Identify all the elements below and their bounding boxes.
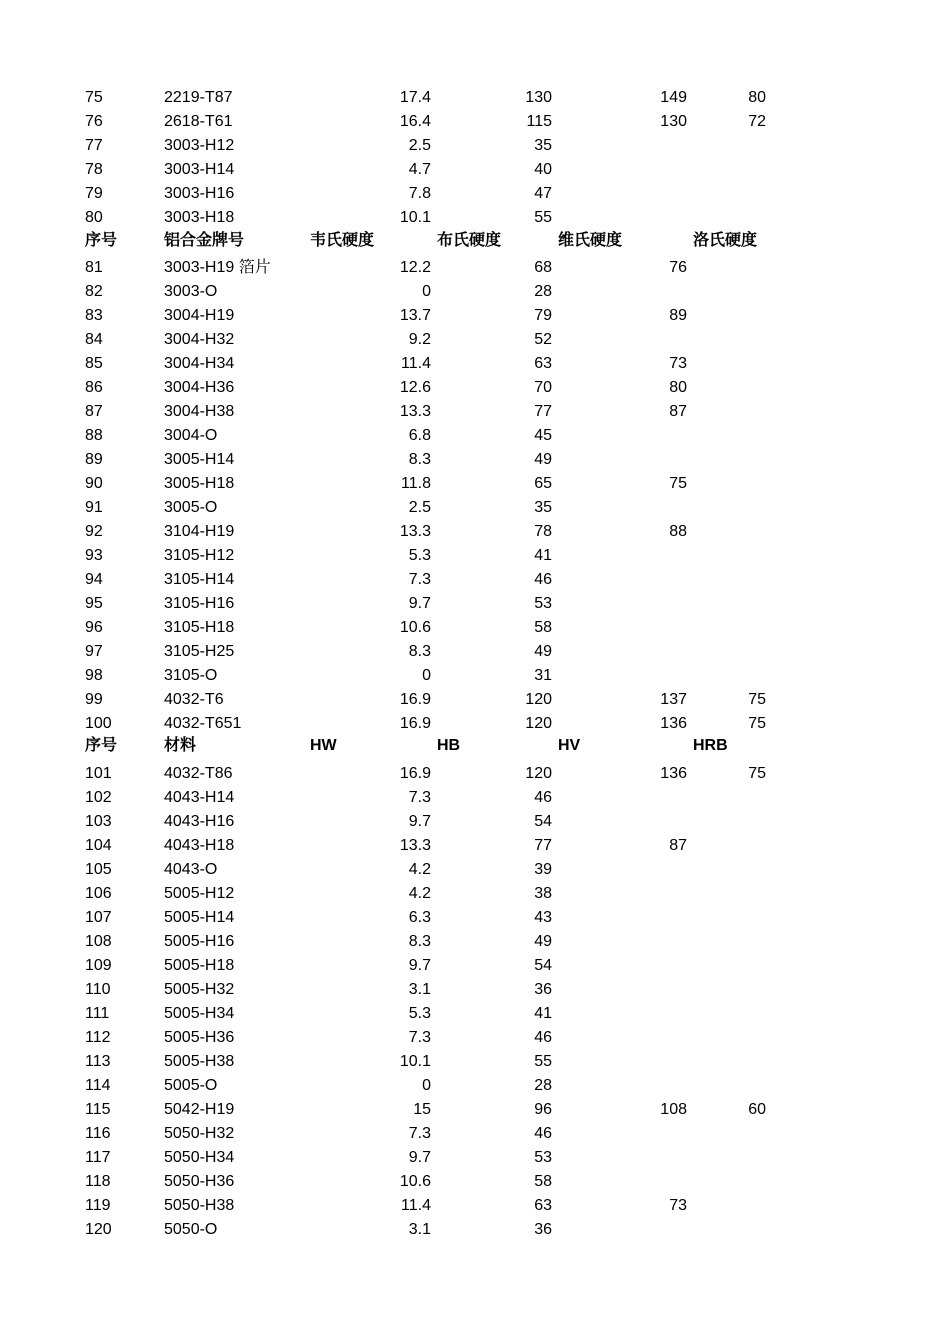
hw-cell: 4.2	[408, 861, 431, 878]
hardness-table	[0, 86, 950, 1242]
index-cell: 116	[85, 1125, 111, 1142]
hv-cell: 136	[660, 765, 687, 782]
header-hv: 维氏硬度	[558, 230, 623, 249]
hv-cell: 130	[660, 113, 687, 130]
hv-cell: 76	[669, 259, 687, 276]
hb-cell: 77	[534, 403, 552, 420]
table-row	[0, 1194, 950, 1218]
hw-cell: 0	[422, 1077, 431, 1094]
hw-cell: 9.2	[408, 331, 431, 348]
table-row	[0, 1122, 950, 1146]
hrb-cell: 60	[748, 1101, 766, 1118]
table-row	[0, 1026, 950, 1050]
index-cell: 120	[85, 1221, 112, 1238]
table-row	[0, 1074, 950, 1098]
alloy-cell: 3105-H18	[164, 619, 235, 636]
hb-cell: 49	[534, 643, 552, 660]
hb-cell: 49	[534, 451, 552, 468]
table-row	[0, 1146, 950, 1170]
hv-cell: 73	[669, 1197, 687, 1214]
header-hb: HB	[437, 737, 461, 754]
hb-cell: 28	[534, 1077, 552, 1094]
hw-cell: 13.3	[399, 837, 431, 854]
index-cell: 81	[85, 259, 103, 276]
hb-cell: 35	[534, 137, 552, 154]
index-cell: 98	[85, 667, 103, 684]
header-row	[0, 230, 950, 256]
alloy-cell: 3005-O	[164, 499, 218, 516]
index-cell: 102	[85, 789, 112, 806]
hb-cell: 47	[534, 185, 552, 202]
alloy-cell: 3004-H19	[164, 307, 235, 324]
index-cell: 100	[85, 715, 112, 732]
alloy-cell: 3003-O	[164, 283, 218, 300]
hb-cell: 38	[534, 885, 552, 902]
hw-cell: 17.4	[399, 89, 431, 106]
index-cell: 79	[85, 185, 103, 202]
hb-cell: 58	[534, 619, 552, 636]
index-cell: 106	[85, 885, 112, 902]
alloy-cell: 4043-H18	[164, 837, 235, 854]
hv-cell: 75	[669, 475, 687, 492]
index-cell: 82	[85, 283, 103, 300]
hw-cell: 11.8	[401, 475, 431, 492]
hv-cell: 108	[660, 1101, 687, 1118]
hb-cell: 43	[534, 909, 552, 926]
index-cell: 77	[85, 137, 103, 154]
hw-cell: 0	[422, 283, 431, 300]
hb-cell: 41	[534, 547, 552, 564]
index-cell: 83	[85, 307, 103, 324]
index-cell: 76	[85, 113, 103, 130]
table-row	[0, 472, 950, 496]
alloy-cell: 4032-T651	[164, 715, 242, 732]
alloy-cell: 3005-H18	[164, 475, 235, 492]
table-row	[0, 712, 950, 736]
hv-cell: 137	[660, 691, 687, 708]
hb-cell: 31	[534, 667, 552, 684]
hw-cell: 6.8	[408, 427, 431, 444]
hw-cell: 8.3	[408, 933, 431, 950]
table-row	[0, 1002, 950, 1026]
alloy-cell: 5005-O	[164, 1077, 218, 1094]
header-hw: 韦氏硬度	[310, 230, 375, 249]
hb-cell: 46	[534, 789, 552, 806]
index-cell: 105	[85, 861, 112, 878]
table-row	[0, 496, 950, 520]
table-row	[0, 400, 950, 424]
hw-cell: 6.3	[408, 909, 431, 926]
hb-cell: 53	[534, 595, 552, 612]
index-cell: 91	[85, 499, 103, 516]
alloy-cell: 3003-H16	[164, 185, 235, 202]
index-cell: 86	[85, 379, 103, 396]
alloy-cell: 5050-H34	[164, 1149, 235, 1166]
alloy-cell: 5050-H36	[164, 1173, 235, 1190]
index-cell: 112	[85, 1029, 111, 1046]
table-row	[0, 592, 950, 616]
alloy-cell: 2618-T61	[164, 113, 233, 130]
hv-cell: 88	[669, 523, 687, 540]
hw-cell: 10.6	[399, 619, 431, 636]
table-row	[0, 906, 950, 930]
hw-cell: 11.4	[401, 355, 431, 372]
hb-cell: 58	[534, 1173, 552, 1190]
alloy-cell: 3004-H36	[164, 379, 235, 396]
table-row	[0, 424, 950, 448]
alloy-cell: 5005-H38	[164, 1053, 235, 1070]
alloy-cell: 5005-H34	[164, 1005, 235, 1022]
alloy-cell: 3004-H34	[164, 355, 235, 372]
alloy-cell: 3105-H14	[164, 571, 235, 588]
alloy-cell: 3105-H16	[164, 595, 235, 612]
hw-cell: 5.3	[408, 1005, 431, 1022]
index-cell: 78	[85, 161, 103, 178]
hw-cell: 10.1	[399, 209, 431, 226]
hw-cell: 13.3	[399, 403, 431, 420]
alloy-cell: 3003-H18	[164, 209, 235, 226]
table-row	[0, 520, 950, 544]
index-cell: 119	[85, 1197, 111, 1214]
table-row	[0, 882, 950, 906]
table-row	[0, 86, 950, 110]
table-row	[0, 688, 950, 712]
hb-cell: 68	[534, 259, 552, 276]
alloy-cell: 3004-H38	[164, 403, 235, 420]
hw-cell: 12.6	[399, 379, 431, 396]
hb-cell: 65	[534, 475, 552, 492]
table-row	[0, 1170, 950, 1194]
hb-cell: 46	[534, 1029, 552, 1046]
table-row	[0, 352, 950, 376]
header-hw: HW	[310, 737, 337, 754]
hw-cell: 2.5	[408, 137, 431, 154]
hv-cell: 73	[669, 355, 687, 372]
hb-cell: 40	[534, 161, 552, 178]
table-row	[0, 1050, 950, 1074]
index-cell: 109	[85, 957, 112, 974]
hb-cell: 55	[534, 1053, 552, 1070]
hb-cell: 39	[534, 861, 552, 878]
alloy-cell: 3003-H19 箔片	[164, 259, 271, 276]
hw-cell: 15	[413, 1101, 431, 1118]
hw-cell: 16.9	[399, 765, 431, 782]
hrb-cell: 75	[748, 765, 766, 782]
hb-cell: 115	[526, 113, 552, 130]
table-row	[0, 304, 950, 328]
alloy-cell: 3003-H12	[164, 137, 235, 154]
index-cell: 103	[85, 813, 112, 830]
alloy-cell: 3004-O	[164, 427, 218, 444]
table-row	[0, 158, 950, 182]
index-cell: 95	[85, 595, 103, 612]
hw-cell: 4.2	[408, 885, 431, 902]
hb-cell: 35	[534, 499, 552, 516]
hv-cell: 80	[669, 379, 687, 396]
table-row	[0, 448, 950, 472]
hb-cell: 54	[534, 813, 552, 830]
index-cell: 118	[85, 1173, 111, 1190]
index-cell: 94	[85, 571, 103, 588]
header-hb: 布氏硬度	[437, 230, 502, 249]
table-row	[0, 834, 950, 858]
hw-cell: 7.3	[408, 1125, 431, 1142]
hrb-cell: 80	[748, 89, 766, 106]
hw-cell: 12.2	[399, 259, 431, 276]
hb-cell: 63	[534, 1197, 552, 1214]
table-row	[0, 1218, 950, 1242]
hb-cell: 49	[534, 933, 552, 950]
index-cell: 108	[85, 933, 112, 950]
table-row	[0, 110, 950, 134]
header-hrb: HRB	[693, 737, 728, 754]
table-row	[0, 978, 950, 1002]
header-material: 铝合金牌号	[164, 230, 245, 249]
table-row	[0, 328, 950, 352]
table-row	[0, 256, 950, 280]
index-cell: 90	[85, 475, 103, 492]
alloy-cell: 5005-H14	[164, 909, 235, 926]
hb-cell: 78	[534, 523, 552, 540]
hw-cell: 9.7	[408, 1149, 431, 1166]
header-hv: HV	[558, 737, 581, 754]
hw-cell: 5.3	[408, 547, 431, 564]
hb-cell: 130	[525, 89, 552, 106]
hb-cell: 41	[534, 1005, 552, 1022]
index-cell: 117	[85, 1149, 111, 1166]
index-cell: 111	[85, 1005, 110, 1022]
hv-cell: 87	[669, 403, 687, 420]
hrb-cell: 72	[748, 113, 766, 130]
alloy-cell: 3005-H14	[164, 451, 235, 468]
hb-cell: 79	[534, 307, 552, 324]
header-index: 序号	[85, 230, 118, 249]
table-row	[0, 954, 950, 978]
hw-cell: 3.1	[408, 1221, 431, 1238]
alloy-cell: 3105-H12	[164, 547, 235, 564]
table-row	[0, 858, 950, 882]
index-cell: 88	[85, 427, 103, 444]
index-cell: 87	[85, 403, 103, 420]
table-row	[0, 134, 950, 158]
table-row	[0, 182, 950, 206]
table-row	[0, 762, 950, 786]
alloy-cell: 3003-H14	[164, 161, 235, 178]
hw-cell: 7.3	[408, 571, 431, 588]
hb-cell: 53	[534, 1149, 552, 1166]
table-row	[0, 786, 950, 810]
hb-cell: 55	[534, 209, 552, 226]
index-cell: 92	[85, 523, 103, 540]
index-cell: 75	[85, 89, 103, 106]
header-row	[0, 736, 950, 762]
hrb-cell: 75	[748, 715, 766, 732]
alloy-cell: 4043-H16	[164, 813, 235, 830]
hb-cell: 70	[534, 379, 552, 396]
index-cell: 104	[85, 837, 112, 854]
index-cell: 107	[85, 909, 112, 926]
alloy-cell: 3004-H32	[164, 331, 235, 348]
table-row	[0, 664, 950, 688]
hv-cell: 149	[660, 89, 687, 106]
index-cell: 97	[85, 643, 103, 660]
hw-cell: 7.3	[408, 789, 431, 806]
index-cell: 84	[85, 331, 103, 348]
hw-cell: 0	[422, 667, 431, 684]
table-row	[0, 1098, 950, 1122]
hb-cell: 77	[534, 837, 552, 854]
hw-cell: 10.1	[399, 1053, 431, 1070]
table-row	[0, 810, 950, 834]
alloy-cell: 5050-O	[164, 1221, 218, 1238]
hv-cell: 87	[669, 837, 687, 854]
hw-cell: 8.3	[408, 643, 431, 660]
table-row	[0, 640, 950, 664]
alloy-cell: 5042-H19	[164, 1101, 235, 1118]
index-cell: 99	[85, 691, 103, 708]
alloy-cell: 5005-H16	[164, 933, 235, 950]
hb-cell: 52	[534, 331, 552, 348]
hb-cell: 120	[525, 715, 552, 732]
index-cell: 101	[85, 765, 112, 782]
index-cell: 114	[85, 1077, 111, 1094]
hw-cell: 13.7	[399, 307, 431, 324]
alloy-cell: 3105-O	[164, 667, 218, 684]
index-cell: 93	[85, 547, 103, 564]
index-cell: 115	[85, 1101, 111, 1118]
alloy-cell: 2219-T87	[164, 89, 233, 106]
hb-cell: 63	[534, 355, 552, 372]
header-hrb: 洛氏硬度	[693, 230, 758, 249]
hb-cell: 54	[534, 957, 552, 974]
hb-cell: 96	[534, 1101, 552, 1118]
hw-cell: 13.3	[399, 523, 431, 540]
table-row	[0, 206, 950, 230]
hb-cell: 120	[525, 691, 552, 708]
index-cell: 80	[85, 209, 103, 226]
hv-cell: 136	[660, 715, 687, 732]
index-cell: 89	[85, 451, 103, 468]
hw-cell: 3.1	[408, 981, 431, 998]
hw-cell: 11.4	[401, 1197, 431, 1214]
hb-cell: 46	[534, 1125, 552, 1142]
hw-cell: 7.8	[408, 185, 431, 202]
table-row	[0, 280, 950, 304]
table-row	[0, 544, 950, 568]
alloy-cell: 3105-H25	[164, 643, 235, 660]
alloy-cell: 3104-H19	[164, 523, 235, 540]
hw-cell: 9.7	[408, 595, 431, 612]
header-index: 序号	[85, 737, 118, 754]
table-row	[0, 616, 950, 640]
hb-cell: 46	[534, 571, 552, 588]
alloy-cell: 4032-T86	[164, 765, 233, 782]
hw-cell: 4.7	[408, 161, 431, 178]
index-cell: 113	[85, 1053, 111, 1070]
table-row	[0, 930, 950, 954]
hv-cell: 89	[669, 307, 687, 324]
hw-cell: 7.3	[408, 1029, 431, 1046]
hw-cell: 16.9	[399, 691, 431, 708]
hw-cell: 9.7	[408, 957, 431, 974]
hw-cell: 2.5	[408, 499, 431, 516]
table-row	[0, 376, 950, 400]
alloy-cell: 4043-O	[164, 861, 218, 878]
alloy-cell: 5005-H32	[164, 981, 235, 998]
hw-cell: 16.4	[399, 113, 431, 130]
index-cell: 110	[85, 981, 111, 998]
hb-cell: 36	[534, 1221, 552, 1238]
hb-cell: 36	[534, 981, 552, 998]
table-row	[0, 568, 950, 592]
header-material: 材料	[164, 737, 197, 754]
alloy-cell: 4032-T6	[164, 691, 224, 708]
hb-cell: 120	[525, 765, 552, 782]
alloy-cell: 5005-H18	[164, 957, 235, 974]
alloy-cell: 5005-H36	[164, 1029, 235, 1046]
alloy-cell: 5005-H12	[164, 885, 235, 902]
hb-cell: 28	[534, 283, 552, 300]
alloy-cell: 5050-H38	[164, 1197, 235, 1214]
hw-cell: 8.3	[408, 451, 431, 468]
hrb-cell: 75	[748, 691, 766, 708]
hw-cell: 10.6	[399, 1173, 431, 1190]
hw-cell: 16.9	[399, 715, 431, 732]
alloy-cell: 4043-H14	[164, 789, 235, 806]
index-cell: 85	[85, 355, 103, 372]
index-cell: 96	[85, 619, 103, 636]
hw-cell: 9.7	[408, 813, 431, 830]
hb-cell: 45	[534, 427, 552, 444]
alloy-cell: 5050-H32	[164, 1125, 235, 1142]
